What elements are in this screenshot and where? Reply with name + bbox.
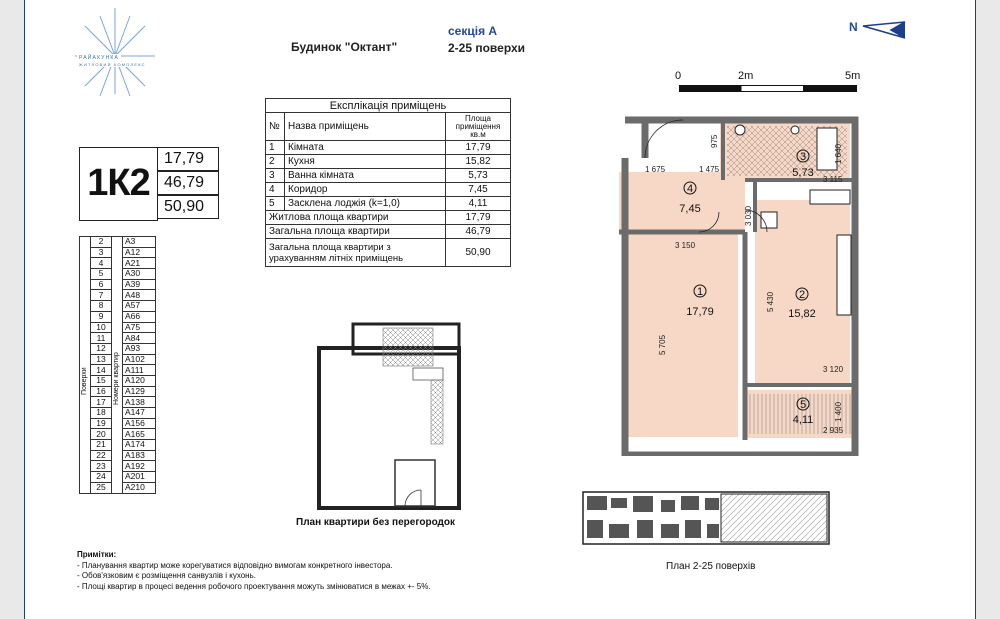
apartment-number: А201: [123, 472, 156, 483]
scale-label-2m: 2m: [738, 70, 754, 82]
row-number: 2: [266, 155, 285, 169]
apartment-number: А111: [123, 365, 156, 376]
apartment-number: А165: [123, 429, 156, 440]
apartment-number: А192: [123, 461, 156, 472]
dim-text: 1 640: [834, 143, 843, 164]
total-area: 17,79: [446, 211, 511, 225]
row-number: 5: [266, 197, 285, 211]
floor-number: 6: [91, 279, 112, 290]
apartment-number: А21: [123, 258, 156, 269]
apartment-number: А12: [123, 247, 156, 258]
floor-number: 4: [91, 258, 112, 269]
floor-number: 9: [91, 311, 112, 322]
apartment-number: А57: [123, 301, 156, 312]
note-item: - Площі квартир в процесі ведення робочого проектування можуть змінюватися в межах +- 5%.: [77, 581, 431, 591]
floor-number: 24: [91, 472, 112, 483]
logo: [55, 6, 175, 96]
dim-text: 1 400: [834, 401, 843, 422]
dim-text: 2 935: [823, 426, 844, 435]
dim-text: 1 475: [699, 165, 720, 174]
floors-label: 2-25 поверхи: [448, 41, 526, 55]
table-row: [266, 197, 511, 211]
full-area-value: 50,90: [157, 195, 219, 219]
logo-subtitle: ЖИТЛОВИЙ КОМПЛЕКС: [79, 62, 146, 67]
room-3-number: 3: [799, 151, 807, 163]
row-area: 4,11: [446, 197, 511, 211]
floor-number: 5: [91, 269, 112, 280]
apartment-number: А39: [123, 279, 156, 290]
dim-text: 5 430: [766, 291, 775, 312]
apartment-number: А102: [123, 354, 156, 365]
table-row: [266, 155, 511, 169]
notes-title: Примітки:: [77, 550, 117, 559]
apartment-code-box: [79, 147, 158, 221]
total-row: [266, 211, 511, 225]
floor-key-plan: [581, 490, 831, 546]
apartment-number: А183: [123, 450, 156, 461]
apartment-number: А48: [123, 290, 156, 301]
floor-number: 20: [91, 429, 112, 440]
scale-label-0: 0: [675, 70, 682, 82]
col-area: Площа приміщення кв.м: [446, 113, 511, 141]
room-2-number: 2: [798, 289, 806, 301]
apartment-number: А147: [123, 408, 156, 419]
total-name: Загальна площа квартири з урахуванням літніх приміщень: [266, 239, 446, 267]
scale-label-5m: 5m: [845, 70, 861, 82]
open-plan-drawing: [313, 320, 473, 510]
apartment-plan: [605, 100, 881, 456]
dim-text: 3 120: [823, 365, 844, 374]
note-item: - Планування квартир може корегуватися відповідно вимогам конкретного інвестора.: [77, 560, 393, 570]
dim-text: 3 150: [675, 241, 696, 250]
room-5-number: 5: [799, 399, 807, 411]
apartment-number: А66: [123, 311, 156, 322]
floors-table: [79, 236, 156, 494]
row-area: 5,73: [446, 169, 511, 183]
floor-number: 16: [91, 386, 112, 397]
dim-text: 975: [710, 134, 719, 148]
row-name: Засклена лоджія (k=1,0): [285, 197, 446, 211]
total-area-value: 46,79: [157, 171, 219, 195]
row-number: 4: [266, 183, 285, 197]
col-name: Назва приміщень: [285, 113, 446, 141]
scale-bar: [679, 85, 857, 92]
apartment-number: А93: [123, 343, 156, 354]
explication-table: [265, 98, 511, 267]
floor-number: 15: [91, 375, 112, 386]
floor-plan-caption: План 2-25 поверхів: [666, 561, 756, 572]
row-name: Кухня: [285, 155, 446, 169]
apartment-number: А138: [123, 397, 156, 408]
col-number: №: [266, 113, 285, 141]
room-2-area: 15,82: [788, 308, 816, 320]
room-5-area: 4,11: [792, 414, 814, 426]
room-4-area: 7,45: [679, 203, 701, 215]
compass-arrow-icon: [861, 18, 907, 42]
floor-number: 22: [91, 450, 112, 461]
total-area: 46,79: [446, 225, 511, 239]
room-1-area: 17,79: [686, 306, 714, 318]
table-row: [266, 183, 511, 197]
row-area: 7,45: [446, 183, 511, 197]
floor-number: 2: [91, 237, 112, 248]
room-3-area: 5,73: [792, 167, 814, 179]
floor-number: 25: [91, 482, 112, 493]
table-row: [80, 237, 156, 248]
notes: [77, 550, 537, 592]
row-number: 1: [266, 141, 285, 155]
logo-name: РАЙАКУНКА: [79, 55, 120, 61]
room-1-number: 1: [696, 286, 704, 298]
apartment-number: А156: [123, 418, 156, 429]
apartment-number: А75: [123, 322, 156, 333]
row-area: 17,79: [446, 141, 511, 155]
floor-number: 18: [91, 408, 112, 419]
apartment-number: А30: [123, 269, 156, 280]
explication-title: Експлікація приміщень: [266, 99, 511, 113]
plan-sheet: [24, 0, 976, 619]
total-row: [266, 239, 511, 267]
apt-header-label: Номери квартир: [113, 352, 120, 405]
floor-number: 11: [91, 333, 112, 344]
row-name: Кімната: [285, 141, 446, 155]
floor-number: 12: [91, 343, 112, 354]
dim-text: 3 030: [744, 205, 753, 226]
row-name: Ванна кімната: [285, 169, 446, 183]
open-plan-caption: План квартири без перегородок: [296, 517, 456, 528]
floors-header: [80, 237, 91, 494]
floor-number: 7: [91, 290, 112, 301]
floor-number: 19: [91, 418, 112, 429]
apt-header: [112, 237, 123, 494]
floor-number: 10: [91, 322, 112, 333]
living-area-value: 17,79: [157, 147, 219, 171]
floors-header-label: Поверхи: [81, 367, 88, 395]
table-row: [266, 169, 511, 183]
logo-star-icon: [55, 6, 175, 96]
table-row: [266, 141, 511, 155]
apartment-code: 1К2: [87, 162, 150, 204]
section-label: секція А: [448, 24, 498, 38]
apartment-number: А3: [123, 237, 156, 248]
compass-label: N: [849, 20, 858, 34]
apartment-number: А120: [123, 375, 156, 386]
row-number: 3: [266, 169, 285, 183]
floor-number: 13: [91, 354, 112, 365]
apartment-areas: [157, 147, 219, 219]
apartment-number: А129: [123, 386, 156, 397]
note-item: - Обов'язковим є розміщення санвузлів і кухонь.: [77, 571, 256, 580]
apartment-number: А174: [123, 440, 156, 451]
dim-text: 3 115: [823, 175, 843, 184]
total-name: Загальна площа квартири: [266, 225, 446, 239]
total-row: [266, 225, 511, 239]
total-name: Житлова площа квартири: [266, 211, 446, 225]
floor-number: 17: [91, 397, 112, 408]
total-area: 50,90: [446, 239, 511, 267]
room-4-number: 4: [686, 183, 694, 195]
floor-number: 3: [91, 247, 112, 258]
floor-number: 23: [91, 461, 112, 472]
house-title: Будинок "Октант": [291, 40, 398, 54]
row-area: 15,82: [446, 155, 511, 169]
floor-number: 21: [91, 440, 112, 451]
dim-text: 5 705: [658, 334, 667, 355]
row-name: Коридор: [285, 183, 446, 197]
apartment-number: А84: [123, 333, 156, 344]
floors-table-wrap: [79, 236, 156, 494]
dim-text: 1 675: [645, 165, 666, 174]
floor-number: 14: [91, 365, 112, 376]
floor-number: 8: [91, 301, 112, 312]
apartment-number: А210: [123, 482, 156, 493]
